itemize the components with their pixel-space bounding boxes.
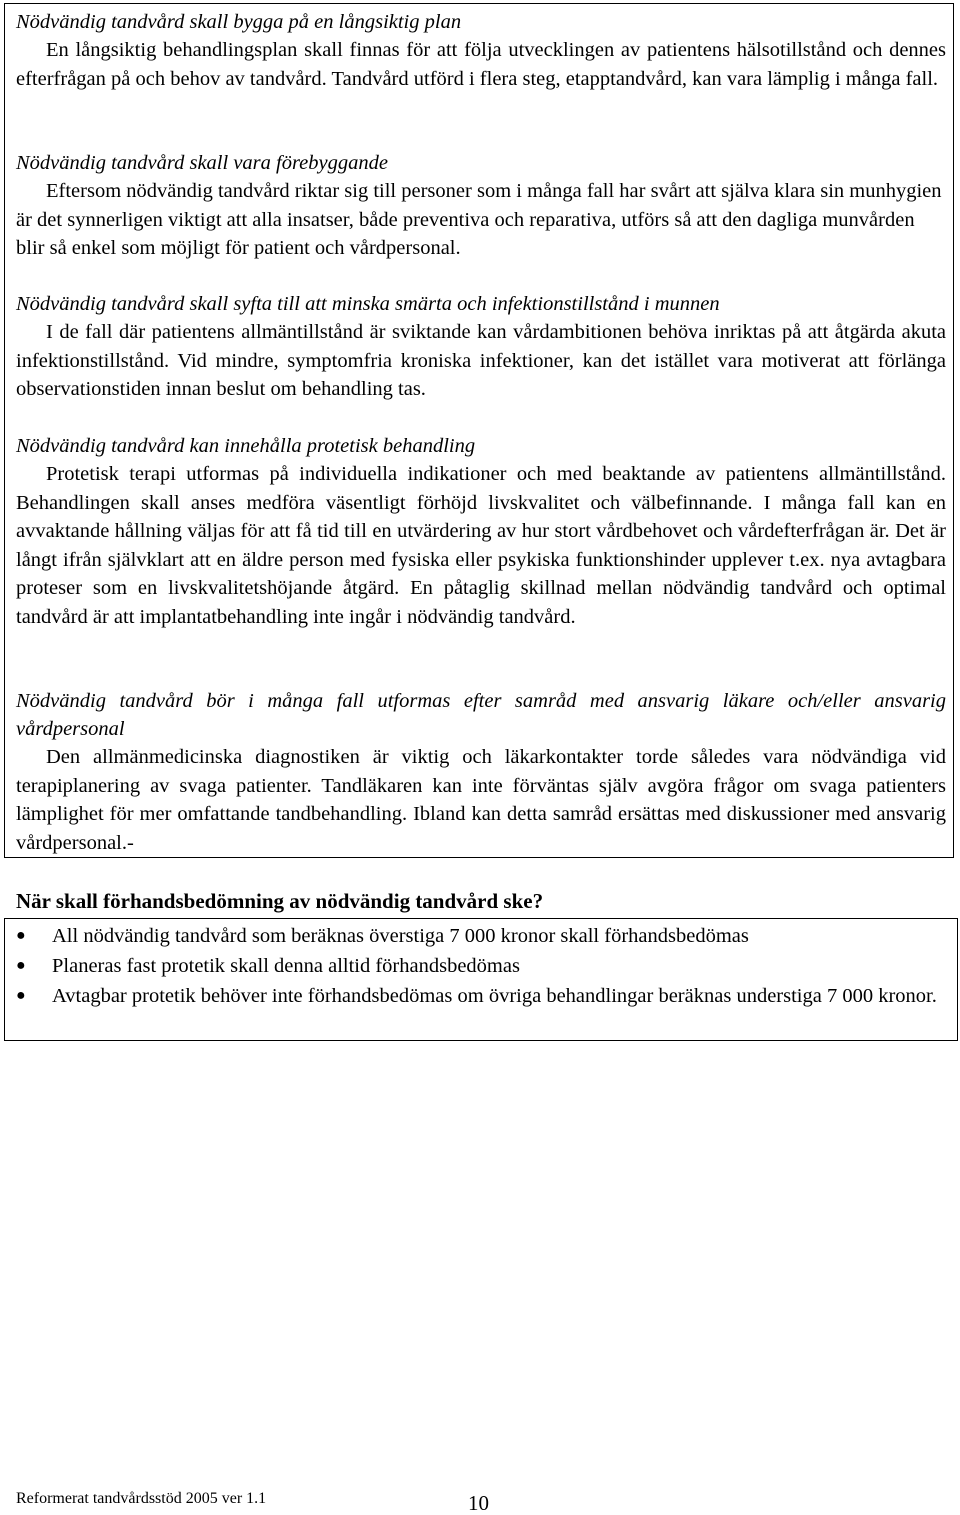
page-number: 10 bbox=[468, 1491, 489, 1515]
section-heading: Nödvändig tandvård skall syfta till att minska smärta och infektionstillstånd i munnen bbox=[16, 293, 720, 315]
section-long-term-plan bbox=[16, 8, 946, 93]
section-heading: Nödvändig tandvård kan innehålla protetisk behandling bbox=[16, 435, 476, 457]
question-heading: När skall förhandsbedömning av nödvändig tandvård ske? bbox=[16, 889, 544, 913]
bullet-item: ● All nödvändig tandvård som beräknas överstiga 7 000 kronor skall förhandsbedömas bbox=[16, 922, 946, 950]
section-text: Eftersom nödvändig tandvård riktar sig till personer som i många fall har svårt att själva klara sin munhygien är det synnerligen viktigt att alla insatser, både preventiva och reparativa, utförs så att den dagliga munvården blir så enkel som möjligt för patient och vårdpersonal. bbox=[16, 180, 942, 259]
section-preventive bbox=[16, 149, 946, 263]
bullet-icon: ● bbox=[16, 927, 26, 944]
section-text: En långsiktig behandlingsplan skall finnas för att följa utvecklingen av patientens hälsotillstånd och dennes efterfrågan på och behov av tandvård. Tandvård utförd i flera steg, etapptandvård, kan vara lämplig i många fall. bbox=[16, 39, 946, 90]
bullet-item: ● Avtagbar protetik behöver inte förhandsbedömas om övriga behandlingar beräknas understiga 7 000 kronor. bbox=[16, 982, 946, 1010]
section-text: I de fall där patientens allmäntillstånd är sviktande kan vårdambitionen behöva inriktas på att åtgärda akuta infektionstillstånd. Vid mindre, symptomfria kroniska infektioner, kan det istället vara motiverat att förlänga observationstiden innan beslut om behandling tas. bbox=[16, 321, 946, 400]
section-heading: Nödvändig tandvård skall vara förebyggande bbox=[16, 152, 388, 174]
bullet-icon: ● bbox=[16, 957, 26, 974]
section-text: Protetisk terapi utformas på individuella indikationer och med beaktande av patientens allmäntillstånd. Behandlingen skall anses medföra väsentligt förhöjd livskvalitet och välbefinnande. I många fall kan en avvaktande hållning väljas för att få tid till en utvärdering av hur stort vårdbehovet och vårdefterfrågan är. Det är långt ifrån självklart att en äldre person med fysiska eller psykiska funktionshinder upplever t.ex. nya avtagbara proteser som en livskvalitetshöjande åtgärd. En påtaglig skillnad mellan nödvändig tandvård och optimal tandvård är att implantatbehandling inte ingår i nödvändig tandvård. bbox=[16, 463, 946, 628]
section-pain-infection bbox=[16, 290, 946, 404]
section-text: Den allmänmedicinska diagnostiken är viktig och läkarkontakter torde således vara nödvändiga vid terapiplanering av svaga patienter. Tandläkaren kan inte förväntas själv avgöra frågor om svaga patienters lämplighet för mer omfattande tandbehandling. Ibland kan detta samråd ersättas med diskussioner med ansvarig vårdpersonal.- bbox=[16, 746, 946, 854]
section-heading: Nödvändig tandvård skall bygga på en långsiktig plan bbox=[16, 11, 462, 33]
footer-title: Reformerat tandvårdsstöd 2005 ver 1.1 bbox=[16, 1490, 267, 1507]
section-prosthetic bbox=[16, 432, 946, 631]
bullet-icon: ● bbox=[16, 987, 26, 1004]
bullet-item: ● Planeras fast protetik skall denna alltid förhandsbedömas bbox=[16, 952, 946, 980]
section-consultation bbox=[16, 687, 946, 857]
section-heading: Nödvändig tandvård bör i många fall utformas efter samråd med ansvarig läkare och/eller ansvarig vårdpersonal bbox=[16, 690, 946, 740]
